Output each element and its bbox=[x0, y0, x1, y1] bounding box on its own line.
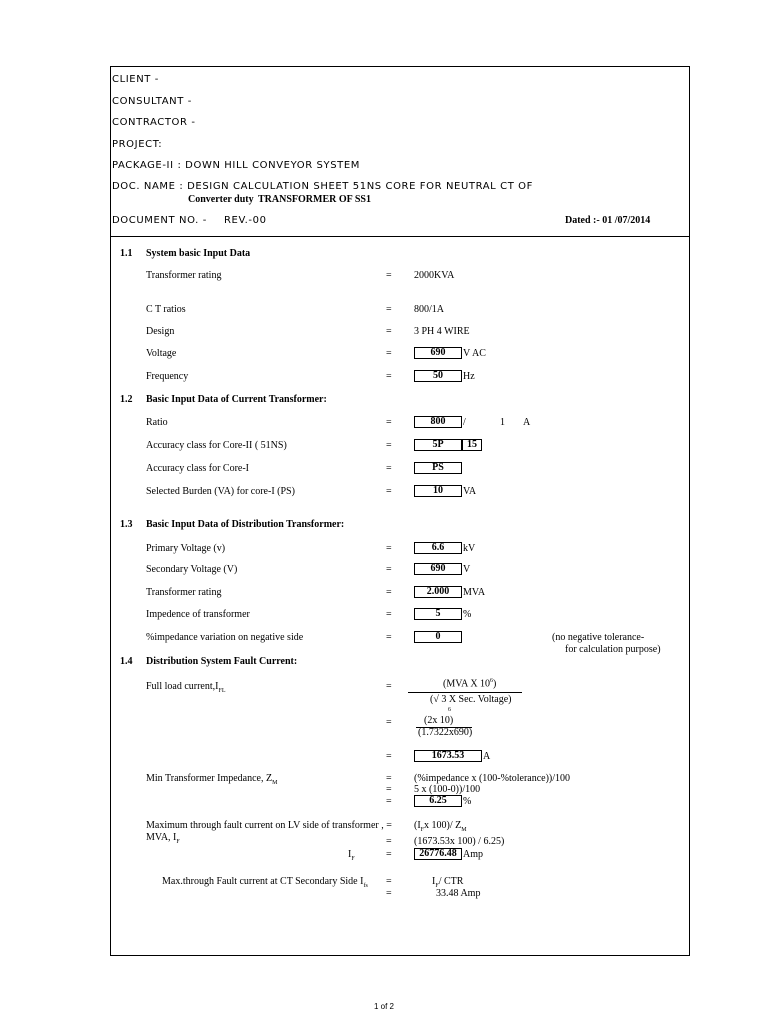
formula-text: ($I_Fx$ 100)/ $Z_M$ bbox=[414, 820, 467, 833]
row-label: Accuracy class for Core-I bbox=[146, 463, 250, 474]
max-fault-current-label-2: MVA, $I_F$ bbox=[146, 832, 180, 845]
input-box: 0 bbox=[414, 631, 462, 643]
doc-name-transformer: TRANSFORMER OF SS1 bbox=[258, 194, 371, 205]
equals-sign: = bbox=[386, 564, 392, 575]
equals-sign: = bbox=[386, 717, 392, 728]
row-label: Impedence of transformer bbox=[146, 609, 250, 620]
row-label: Selected Burden (VA) for core-I (PS) bbox=[146, 486, 295, 497]
input-box: 5 bbox=[414, 608, 462, 620]
equals-sign: = bbox=[386, 440, 392, 451]
row-value: 3 PH 4 WIRE bbox=[414, 326, 470, 337]
section-number: 1.2 bbox=[120, 394, 133, 405]
fraction-line bbox=[408, 692, 522, 693]
equals-sign: = bbox=[386, 773, 392, 784]
equals-sign: = bbox=[386, 836, 392, 847]
unit-label: % bbox=[463, 796, 472, 807]
row-label: Design bbox=[146, 326, 175, 337]
equals-sign: = bbox=[386, 888, 392, 899]
row-value: 2000KVA bbox=[414, 270, 455, 281]
equals-sign: = bbox=[386, 304, 392, 315]
exponent: 6 bbox=[448, 707, 451, 713]
equals-sign: = bbox=[386, 784, 392, 795]
ratio-secondary: 1 bbox=[500, 417, 505, 428]
equals-sign: = bbox=[386, 632, 392, 643]
equals-sign: = bbox=[386, 348, 392, 359]
dated: Dated :- 01 /07/2014 bbox=[565, 215, 651, 226]
formula-numerator: (2x 10) bbox=[424, 715, 454, 726]
section-title: Basic Input Data of Distribution Transformer: bbox=[146, 519, 345, 530]
equals-sign: = bbox=[386, 486, 392, 497]
input-box: 800 bbox=[414, 416, 462, 428]
row-label: Secondary Voltage (V) bbox=[146, 564, 238, 575]
equals-sign: = bbox=[386, 587, 392, 598]
equals-sign: = bbox=[386, 849, 392, 860]
row-label: Primary Voltage (v) bbox=[146, 543, 226, 554]
consultant-line: CONSULTANT - bbox=[112, 96, 192, 107]
equals-sign: = bbox=[386, 609, 392, 620]
ratio-slash: / bbox=[463, 417, 466, 428]
formula-numerator: (MVA X $10^6$) bbox=[443, 678, 497, 690]
unit-label: A bbox=[523, 417, 531, 428]
row-label: Accuracy class for Core-II ( 51NS) bbox=[146, 440, 287, 451]
equals-sign: = bbox=[386, 543, 392, 554]
unit-label: kV bbox=[463, 543, 476, 554]
equals-sign: = bbox=[386, 326, 392, 337]
package-line: PACKAGE-II : DOWN HILL CONVEYOR SYSTEM bbox=[112, 160, 361, 171]
equals-sign: = bbox=[386, 751, 392, 762]
equals-sign: = bbox=[386, 876, 392, 887]
row-label: Frequency bbox=[146, 371, 189, 382]
note-text: (no negative tolerance- bbox=[552, 632, 645, 643]
input-box: 6.6 bbox=[414, 542, 462, 554]
unit-label: VA bbox=[463, 486, 477, 497]
fault-current-symbol: $I_F$ bbox=[348, 849, 355, 862]
section-title: Distribution System Fault Current: bbox=[146, 656, 298, 667]
formula-text: 5 x (100-0))/100 bbox=[414, 784, 481, 795]
header-divider bbox=[110, 236, 690, 237]
equals-sign: = bbox=[386, 371, 392, 382]
max-fault-current-label: Maximum through fault current on LV side of transformer , = bbox=[146, 820, 392, 831]
input-box: 2.000 bbox=[414, 586, 462, 598]
unit-label: A bbox=[483, 751, 491, 762]
row-label: Transformer rating bbox=[146, 587, 222, 598]
full-load-current-label: Full load $current,I_{FL}$ bbox=[146, 681, 226, 694]
input-box: 5P bbox=[414, 439, 462, 451]
section-title: Basic Input Data of Current Transformer: bbox=[146, 394, 327, 405]
equals-sign: = bbox=[386, 796, 392, 807]
project-line: PROJECT: bbox=[112, 139, 163, 150]
row-label: %impedance variation on negative side bbox=[146, 632, 304, 643]
min-impedance-label: Min Transformer Impedance, $Z_M$ bbox=[146, 773, 278, 786]
result-box: 6.25 bbox=[414, 795, 462, 807]
doc-name-line: DOC. NAME : DESIGN CALCULATION SHEET 51NS CORE FOR NEUTRAL CT OF bbox=[112, 181, 534, 192]
formula-denominator: (√ 3 X Sec. Voltage) bbox=[430, 694, 512, 705]
equals-sign: = bbox=[386, 463, 392, 474]
row-label: Voltage bbox=[146, 348, 177, 359]
result-box: 1673.53 bbox=[414, 750, 482, 762]
section-number: 1.3 bbox=[120, 519, 133, 530]
unit-label: V AC bbox=[463, 348, 486, 359]
unit-label: MVA bbox=[463, 587, 486, 598]
formula-text: (1673.53x 100) / 6.25) bbox=[414, 836, 505, 847]
section-number: 1.1 bbox=[120, 248, 133, 259]
client-line: CLIENT - bbox=[112, 74, 159, 85]
unit-label: Hz bbox=[463, 371, 475, 382]
equals-sign: = bbox=[386, 417, 392, 428]
input-box: 15 bbox=[462, 439, 482, 451]
input-box: 50 bbox=[414, 370, 462, 382]
input-box: 690 bbox=[414, 347, 462, 359]
input-box: PS bbox=[414, 462, 462, 474]
section-title: System basic Input Data bbox=[146, 248, 251, 259]
revision: REV.-00 bbox=[224, 215, 267, 226]
input-box: 10 bbox=[414, 485, 462, 497]
unit-label: % bbox=[463, 609, 472, 620]
note-text: for calculation purpose) bbox=[565, 644, 661, 655]
row-value: 800/1A bbox=[414, 304, 444, 315]
result-text: 33.48 Amp bbox=[436, 888, 481, 899]
document-no: DOCUMENT NO. - bbox=[112, 215, 207, 226]
secondary-fault-current-label: Max.through Fault current at CT Secondary Side $I_{fs}$ bbox=[162, 876, 368, 889]
unit-label: V bbox=[463, 564, 471, 575]
page-number: 1 of 2 bbox=[373, 1002, 394, 1011]
equals-sign: = bbox=[386, 270, 392, 281]
section-number: 1.4 bbox=[120, 656, 133, 667]
result-box: 26776.48 bbox=[414, 848, 462, 860]
row-label: Transformer rating bbox=[146, 270, 222, 281]
contractor-line: CONTRACTOR - bbox=[112, 117, 196, 128]
unit-label: Amp bbox=[463, 849, 483, 860]
equals-sign: = bbox=[386, 681, 392, 692]
formula-text: $I_F/$ CTR bbox=[432, 876, 464, 889]
row-label: C T ratios bbox=[146, 304, 186, 315]
formula-text: (%impedance x (100-%tolerance))/100 bbox=[414, 773, 571, 784]
row-label: Ratio bbox=[146, 417, 168, 428]
input-box: 690 bbox=[414, 563, 462, 575]
doc-name-converter: Converter duty bbox=[188, 194, 254, 205]
formula-denominator: (1.7322x690) bbox=[418, 727, 473, 738]
